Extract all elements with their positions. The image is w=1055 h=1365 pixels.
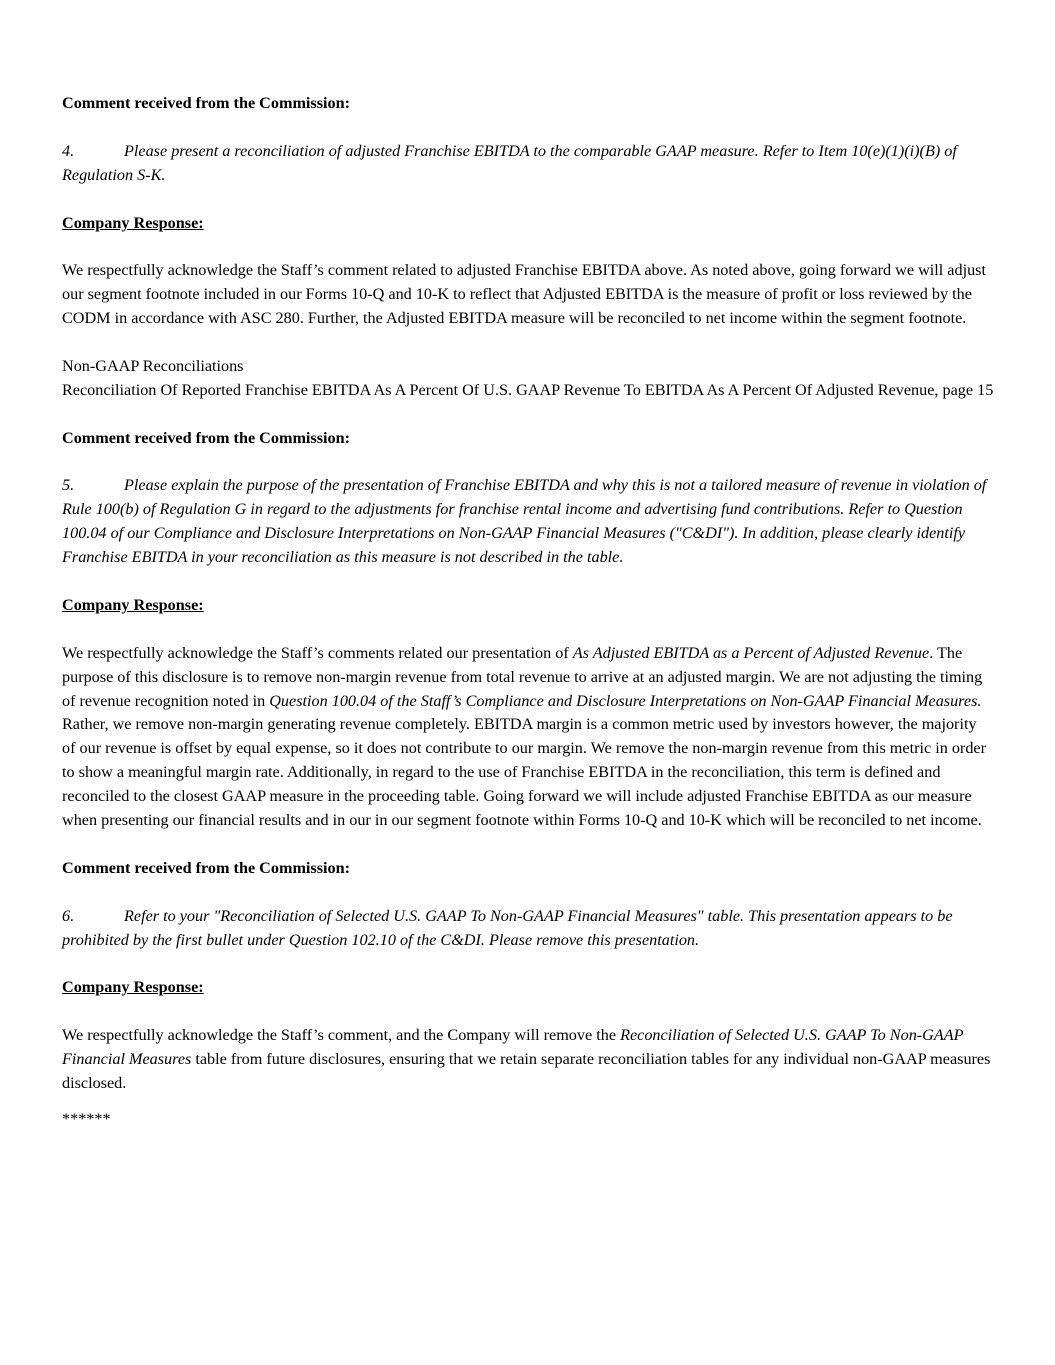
- response-5-part3: Rather, we remove non-margin generating revenue completely. EBITDA margin is a common metric used by investors however, the majority of our revenue is offset by equal expense, so it does not contribute to our margin. We remove the non-margin revenue from this metric in order to show a meaningful margin rate. Additionally, in regard to the use of Franchise EBITDA in the reconciliation, this term is defined and reconciled to the closest GAAP measure in the proceeding table. Going forward we will include adjusted Franchise EBITDA as our measure when presenting our financial results and in our in our segment footnote within Forms 10-Q and 10-K which will be reconciled to net income.: [62, 715, 986, 830]
- end-marker: ******: [62, 1109, 111, 1128]
- response-heading-5: Company Response:: [62, 595, 204, 614]
- comment-text-5: Please explain the purpose of the presentation of Franchise EBITDA and why this is not a tailored measure of revenue in violation of Rule 100(b) of Regulation G in regard to the adjustments for franchise rental income and advertising fund contributions. Refer to Question 100.04 of our Compliance and Disclosure Interpretations on Non-GAAP Financial Measures ("C&DI"). In addition, please clearly identify Franchise EBITDA in your reconciliation as this measure is not described in the table.: [62, 476, 987, 567]
- response-heading-6: Company Response:: [62, 978, 204, 997]
- comment-6: [62, 905, 994, 953]
- response-5-part1: We respectfully acknowledge the Staff’s comments related our presentation of: [62, 643, 573, 662]
- response-text-5: [62, 642, 994, 833]
- comment-text-4: Please present a reconciliation of adjusted Franchise EBITDA to the comparable GAAP measure. Refer to Item 10(e)(1)(i)(B) of Regulation S-K.: [62, 141, 957, 184]
- comment-number-6: 6.: [62, 906, 75, 925]
- comment-5: [62, 474, 994, 570]
- response-text-4: We respectfully acknowledge the Staff’s comment related to adjusted Franchise EBITDA above. As noted above, going forward we will adjust our segment footnote included in our Forms 10-Q and 10-K to reflect that Adjusted EBITDA is the measure of profit or loss reviewed by the CODM in accordance with ASC 280. Further, the Adjusted EBITDA measure will be reconciled to net income within the segment footnote.: [62, 261, 986, 328]
- comment-heading-4: Comment received from the Commission:: [62, 94, 351, 112]
- response-text-6: [62, 1024, 994, 1096]
- comment-heading-5: Comment received from the Commission:: [62, 428, 351, 447]
- response-6-part1: We respectfully acknowledge the Staff’s comment, and the Company will remove the: [62, 1026, 621, 1045]
- response-5-italic2: Question 100.04 of the Staff’s Compliance and Disclosure Interpretations on Non-GAAP Financial Measures.: [269, 691, 982, 710]
- section-title-line1: Non-GAAP Reconciliations: [62, 356, 244, 375]
- comment-4: [62, 140, 994, 188]
- comment-text-6: Refer to your "Reconciliation of Selected U.S. GAAP To Non-GAAP Financial Measures" table. This presentation appears to be prohibited by the first bullet under Question 102.10 of the C&DI. Please remove this presentation.: [62, 906, 953, 949]
- letter-page: [62, 92, 994, 1156]
- response-heading-4: Company Response:: [62, 213, 204, 232]
- comment-heading-6: Comment received from the Commission:: [62, 858, 351, 877]
- response-5-part2: . The purpose of this disclosure is to remove non-margin revenue from total revenue to arrive at an adjusted margin. We are not adjusting the timing of revenue recognition noted in: [62, 643, 983, 710]
- response-6-part2: table from future disclosures, ensuring that we retain separate reconciliation tables for any individual non-GAAP measures disclosed.: [62, 1050, 991, 1092]
- section-title: [62, 355, 994, 403]
- comment-number-5: 5.: [62, 476, 75, 495]
- response-5-italic1: As Adjusted EBITDA as a Percent of Adjusted Revenue: [572, 643, 930, 662]
- comment-number-4: 4.: [62, 141, 75, 160]
- response-6-italic1: Reconciliation of Selected U.S. GAAP To Non-GAAP Financial Measures: [62, 1026, 964, 1069]
- section-title-line2: Reconciliation Of Reported Franchise EBITDA As A Percent Of U.S. GAAP Revenue To EBITDA As A Percent Of Adjusted Revenue, page 15: [62, 380, 994, 399]
